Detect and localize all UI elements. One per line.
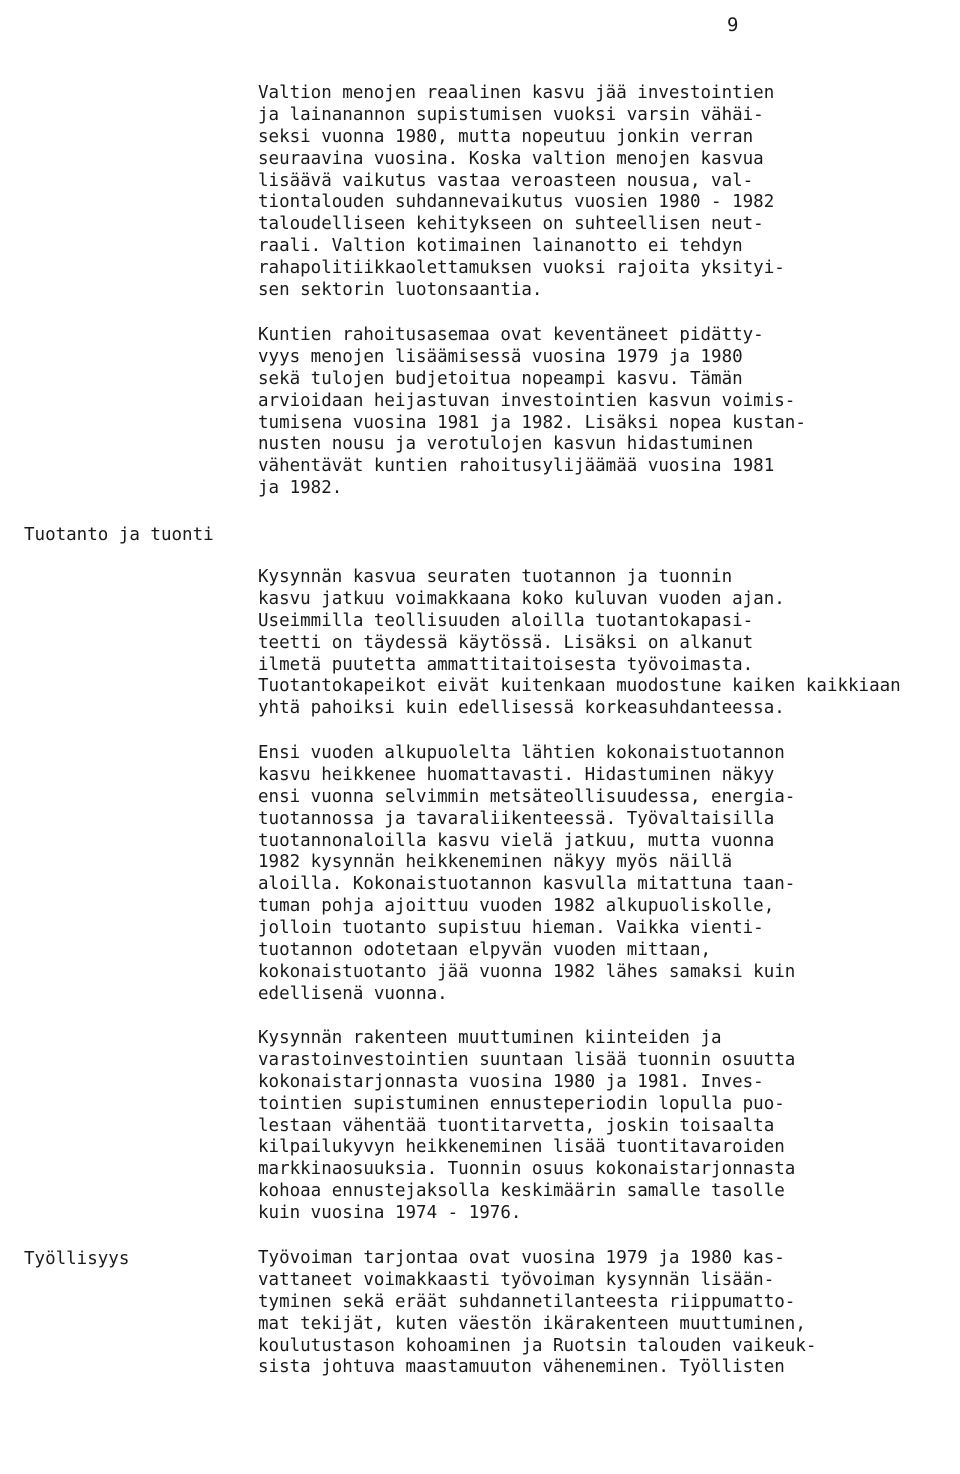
text-line: sen sektorin luotonsaantia. bbox=[258, 280, 543, 301]
text-line: rahapolitiikkaolettamuksen vuoksi rajoita yksityi- bbox=[258, 258, 785, 279]
text-line: Kuntien rahoitusasemaa ovat keventäneet pidätty- bbox=[258, 325, 764, 345]
text-line: Valtion menojen reaalinen kasvu jää investointien bbox=[258, 83, 775, 103]
text-line: tyminen sekä eräät suhdannetilanteesta riippumatto- bbox=[258, 1291, 796, 1312]
text-line: sekä tulojen budjetoitua nopeampi kasvu. Tämän bbox=[258, 368, 743, 389]
text-line: tuotannonaloilla kasvu vielä jatkuu, mutta vuonna bbox=[258, 830, 775, 851]
text-line: yhtä pahoiksi kuin edellisessä korkeasuhdanteessa. bbox=[258, 698, 785, 719]
text-line: kokonaistuotanto jää vuonna 1982 lähes samaksi kuin bbox=[258, 961, 796, 982]
text-line: sista johtuva maastamuuton väheneminen. Työllisten bbox=[258, 1357, 785, 1378]
text-line: lisäävä vaikutus vastaa veroasteen nousua, val- bbox=[258, 170, 754, 191]
text-line: tumisena vuosina 1981 ja 1982. Lisäksi nopea kustan- bbox=[258, 412, 806, 433]
text-line: Kysynnän rakenteen muuttuminen kiinteiden ja bbox=[258, 1028, 722, 1048]
side-heading-employment: Työllisyys bbox=[24, 1249, 130, 1269]
text-line: nusten nousu ja verotulojen kasvun hidastuminen bbox=[258, 434, 754, 455]
text-line: jolloin tuotanto supistuu hieman. Vaikka vienti- bbox=[258, 918, 764, 939]
paragraph-labour-supply bbox=[258, 1248, 816, 1379]
text-line: ja lainanannon supistumisen vuoksi varsin vähäi- bbox=[258, 104, 764, 125]
text-line: ja 1982. bbox=[258, 478, 343, 499]
text-line: kohoaa ennustejaksolla keskimäärin samalle tasolle bbox=[258, 1181, 785, 1202]
text-line: 1982 kysynnän heikkeneminen näkyy myös näillä bbox=[258, 852, 733, 873]
text-line: kilpailukyvyn heikkeneminen lisää tuontitavaroiden bbox=[258, 1137, 785, 1158]
text-line: lestaan vähentää tuontitarvetta, joskin toisaalta bbox=[258, 1115, 775, 1136]
text-line: Kysynnän kasvua seuraten tuotannon ja tuonnin bbox=[258, 567, 733, 587]
text-line: koulutustason kohoaminen ja Ruotsin talouden vaikeuk- bbox=[258, 1335, 817, 1356]
text-line: mat tekijät, kuten väestön ikärakenteen muuttuminen, bbox=[258, 1313, 806, 1334]
text-line: Työvoiman tarjontaa ovat vuosina 1979 ja 1980 kas- bbox=[258, 1248, 785, 1268]
text-line: aloilla. Kokonaistuotannon kasvulla mitattuna taan- bbox=[258, 874, 796, 895]
text-line: Tuotantokapeikot eivät kuitenkaan muodostune kaiken kaikkiaan bbox=[258, 676, 901, 697]
text-line: varastoinvestointien suuntaan lisää tuonnin osuutta bbox=[258, 1049, 796, 1070]
text-line: tuman pohja ajoittuu vuoden 1982 alkupuoliskolle, bbox=[258, 896, 775, 917]
text-line: kasvu jatkuu voimakkaana koko kuluvan vuoden ajan. bbox=[258, 588, 785, 609]
text-line: taloudelliseen kehitykseen on suhteellisen neut- bbox=[258, 214, 764, 235]
paragraph-import-share bbox=[258, 1028, 795, 1225]
paragraph-government-spending bbox=[258, 83, 785, 302]
text-line: raali. Valtion kotimainen lainanotto ei tehdyn bbox=[258, 236, 743, 257]
paragraph-production-outlook bbox=[258, 743, 795, 1006]
page-number: 9 bbox=[727, 14, 739, 36]
text-line: ilmetä puutetta ammattitaitoisesta työvoimasta. bbox=[258, 654, 754, 675]
text-line: Useimmilla teollisuuden aloilla tuotantokapasi- bbox=[258, 610, 754, 631]
text-line: kokonaistarjonnasta vuosina 1980 ja 1981. Inves- bbox=[258, 1071, 764, 1092]
paragraph-demand-growth bbox=[258, 567, 901, 720]
text-line: tointien supistuminen ennusteperiodin lopulla puo- bbox=[258, 1093, 785, 1114]
text-line: markkinaosuuksia. Tuonnin osuus kokonaistarjonnasta bbox=[258, 1159, 796, 1180]
paragraph-municipal-finance bbox=[258, 325, 806, 500]
text-line: edellisenä vuonna. bbox=[258, 983, 448, 1004]
side-heading-production: Tuotanto ja tuonti bbox=[24, 525, 214, 545]
text-line: vyys menojen lisäämisessä vuosina 1979 ja 1980 bbox=[258, 346, 743, 367]
text-line: tiontalouden suhdannevaikutus vuosien 1980 - 1982 bbox=[258, 192, 775, 213]
text-line: kasvu heikkenee huomattavasti. Hidastuminen näkyy bbox=[258, 764, 775, 785]
text-line: ensi vuonna selvimmin metsäteollisuudessa, energia- bbox=[258, 786, 796, 807]
text-line: seuraavina vuosina. Koska valtion menojen kasvua bbox=[258, 148, 764, 169]
text-line: tuotannossa ja tavaraliikenteessä. Työvaltaisilla bbox=[258, 808, 775, 829]
text-line: vähentävät kuntien rahoitusylijäämää vuosina 1981 bbox=[258, 456, 775, 477]
text-line: vattaneet voimakkaasti työvoiman kysynnän lisään- bbox=[258, 1269, 775, 1290]
text-line: seksi vuonna 1980, mutta nopeutuu jonkin verran bbox=[258, 126, 754, 147]
text-line: tuotannon odotetaan elpyvän vuoden mittaan, bbox=[258, 940, 712, 961]
text-line: teetti on täydessä käytössä. Lisäksi on alkanut bbox=[258, 632, 754, 653]
text-line: arvioidaan heijastuvan investointien kasvun voimis- bbox=[258, 390, 796, 411]
text-line: kuin vuosina 1974 - 1976. bbox=[258, 1203, 522, 1224]
text-line: Ensi vuoden alkupuolelta lähtien kokonaistuotannon bbox=[258, 743, 785, 763]
